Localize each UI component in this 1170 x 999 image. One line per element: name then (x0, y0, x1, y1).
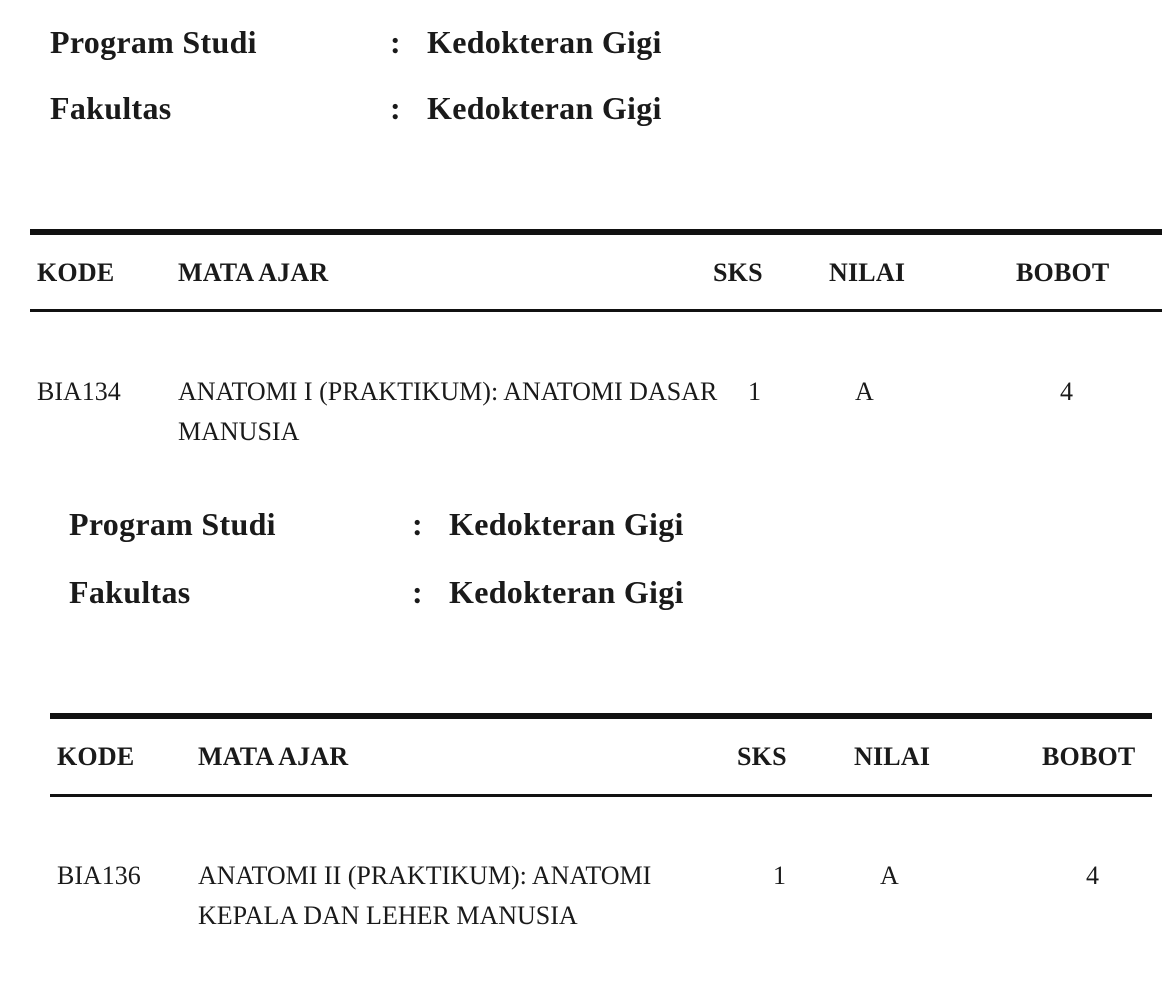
program-studi-label: Program Studi (69, 506, 276, 542)
header-nilai: NILAI (854, 742, 931, 771)
fakultas-value: Kedokteran Gigi (449, 574, 684, 610)
header-kode: KODE (57, 742, 135, 771)
header-mata-ajar: MATA AJAR (178, 258, 329, 287)
row-bobot: 4 (1060, 377, 1073, 406)
program-studi-value: Kedokteran Gigi (427, 24, 662, 60)
header-sks: SKS (713, 258, 763, 287)
row-sks: 1 (748, 377, 761, 406)
table-header-rule (30, 309, 1162, 312)
fakultas-value: Kedokteran Gigi (427, 90, 662, 126)
header-kode: KODE (37, 258, 115, 287)
row-kode: BIA134 (37, 377, 121, 406)
program-studi-colon: : (390, 24, 401, 60)
header-sks: SKS (737, 742, 787, 771)
transcript-block-2 (20, 482, 1170, 999)
header-bobot: BOBOT (1042, 742, 1136, 771)
fakultas-colon: : (390, 90, 401, 126)
transcript-block-1 (0, 0, 1170, 480)
header-nilai: NILAI (829, 258, 906, 287)
table-top-rule (50, 713, 1152, 719)
row-mata-ajar: ANATOMI I (PRAKTIKUM): ANATOMI DASAR MANUSIA (178, 377, 718, 446)
row-bobot: 4 (1086, 861, 1099, 890)
row-nilai: A (855, 377, 874, 406)
table-header-rule (50, 794, 1152, 797)
row-mata-ajar: ANATOMI II (PRAKTIKUM): ANATOMI KEPALA DAN LEHER MANUSIA (198, 861, 652, 930)
program-studi-label: Program Studi (50, 24, 257, 60)
fakultas-label: Fakultas (50, 90, 172, 126)
program-studi-value: Kedokteran Gigi (449, 506, 684, 542)
header-mata-ajar: MATA AJAR (198, 742, 349, 771)
table-top-rule (30, 229, 1162, 235)
program-studi-colon: : (412, 506, 423, 542)
row-sks: 1 (773, 861, 786, 890)
row-kode: BIA136 (57, 861, 141, 890)
fakultas-colon: : (412, 574, 423, 610)
row-nilai: A (880, 861, 899, 890)
fakultas-label: Fakultas (69, 574, 191, 610)
header-bobot: BOBOT (1016, 258, 1110, 287)
